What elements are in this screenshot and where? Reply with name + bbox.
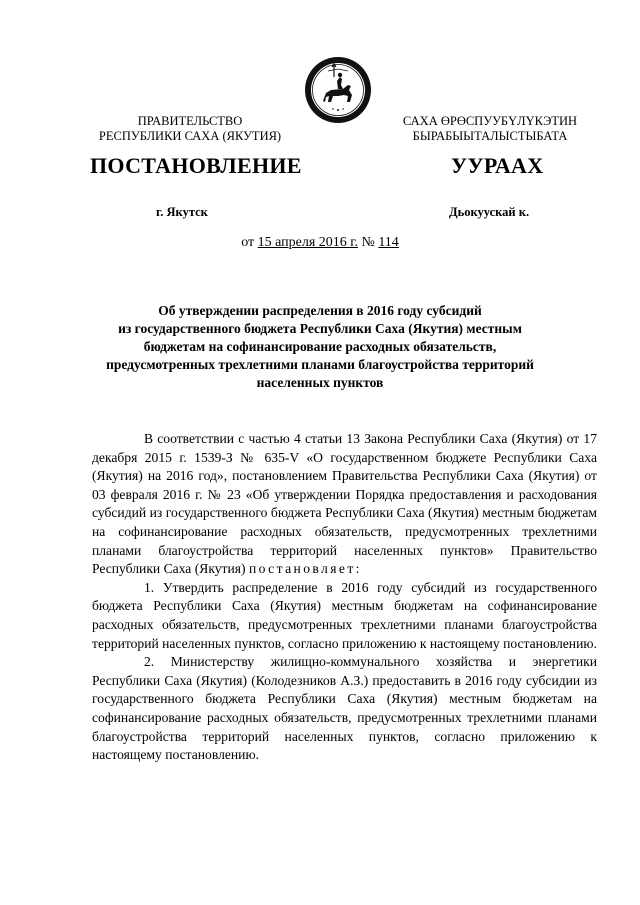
coat-of-arms-emblem [303,55,373,125]
document-body [92,430,597,765]
body-paragraph-item-2: 2. Министерству жилищно-коммунального хозяйства и энергетики Республики Саха (Якутия) (Колодезников А.З.) предоставить в 2016 году субсидии из государственного бюджета Республики Саха (Якутия) местным бюджетам на софинансирование расходных обязательств, предусмотренных трехлетними планами благоустройства территорий населенных пунктов, согласно приложению к настоящему постановлению. [92,654,597,763]
dateline-number-sign: № [357,235,379,250]
document-number: 114 [378,235,399,250]
city-name: г. Якутск [156,205,208,219]
preamble-text: В соответствии с частью 4 статьи 13 Закона Республики Саха (Якутия) от 17 декабря 2015 г. 1539-З № 635-V «О государственном бюджете Республики Саха (Якутия) на 2016 год», постановлением Правительства Республики Саха (Якутия) от 03 февраля 2016 г. № 23 «Об утверждении Порядка предоставления и расходования субсидий из государственного бюджета Республики Саха (Якутия) местным бюджетам на софинансирование расходных обязательств, предусмотренных трехлетними планами благоустройства территорий населенных пунктов» Правительство Республики Саха (Якутия) [92,431,597,577]
dateline-prefix: от [241,235,258,250]
header-left-line2: РЕСПУБЛИКИ САХА (ЯКУТИЯ) [98,129,282,143]
header-right [385,114,595,144]
document-type-title-sakha: УУРААХ [451,153,544,178]
document-dateline [0,235,640,251]
city-name-sakha: Дьокуускай к. [449,205,530,219]
heading-line: предусмотренных трехлетними планами благоустройства территорий [106,357,534,372]
header-right-line1: САХА ӨРӨСПУУБҮЛҮКЭТИН [402,114,578,128]
heading-line: из государственного бюджета Республики Саха (Якутия) местным [118,321,522,336]
heading-line: населенных пунктов [256,375,384,390]
document-heading [100,302,540,392]
header-left-line1: ПРАВИТЕЛЬСТВО [137,114,243,128]
header-right-line2: БЫРАБЫЫТАЛЫСТЫБАТА [412,129,568,143]
header-left [85,114,295,144]
document-type-title: ПОСТАНОВЛЕНИЕ [90,153,302,178]
document-date: 15 апреля 2016 г. [257,235,358,250]
heading-line: Об утверждении распределения в 2016 году субсидий [158,303,482,318]
body-paragraph-item-1: 1. Утвердить распределение в 2016 году субсидий из государственного бюджета Республики Саха (Якутия) местным бюджетам на софинансирование расходных обязательств, предусмотренных трехлетними планами благоустройства территорий населенных пунктов, согласно приложению к настоящему постановлению. [92,579,597,651]
body-paragraph-preamble [92,430,597,579]
resolves-phrase: постановляет: [248,561,362,577]
heading-line: бюджетам на софинансирование расходных обязательств, [143,339,497,354]
